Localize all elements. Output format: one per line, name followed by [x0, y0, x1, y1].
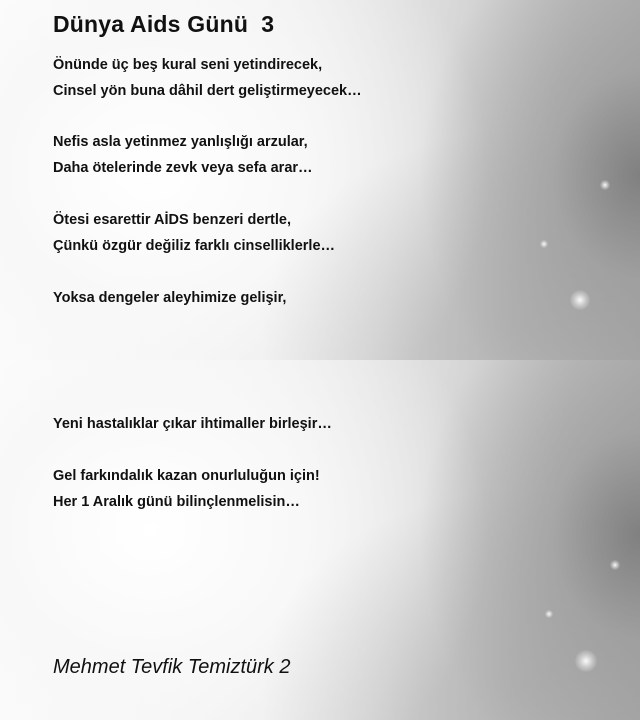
- bokeh-light: [545, 610, 553, 618]
- stanza-1: [53, 52, 362, 104]
- poem-line: Önünde üç beş kural seni yetindirecek,: [53, 57, 323, 73]
- stanza-6: [53, 463, 320, 515]
- poem-line: Nefis asla yetinmez yanlışlığı arzular,: [53, 134, 308, 150]
- poem-line: Yoksa dengeler aleyhimize gelişir,: [53, 290, 287, 306]
- poem-line: Cinsel yön buna dâhil dert geliştirmeyecek…: [53, 83, 362, 99]
- poem-line: Her 1 Aralık günü bilinçlenmelisin…: [53, 494, 300, 510]
- poem-title: Dünya Aids Günü 3: [53, 11, 275, 37]
- stanza-4: [53, 285, 286, 311]
- poem-line: Yeni hastalıklar çıkar ihtimaller birleşir…: [53, 416, 332, 432]
- stanza-3: [53, 207, 335, 259]
- bokeh-light: [600, 180, 610, 190]
- bokeh-light: [540, 240, 548, 248]
- poem-line: Daha ötelerinde zevk veya sefa arar…: [53, 160, 313, 176]
- poem-line: Gel farkındalık kazan onurluluğun için!: [53, 468, 320, 484]
- stanza-5: [53, 411, 332, 437]
- stanza-2: [53, 129, 313, 181]
- poem-author: Mehmet Tevfik Temiztürk 2: [53, 656, 291, 678]
- bokeh-light: [610, 560, 620, 570]
- poem-page-2: [0, 360, 640, 720]
- bokeh-light: [570, 290, 590, 310]
- poem-line: Çünkü özgür değiliz farklı cinselliklerle…: [53, 238, 336, 254]
- bokeh-light: [575, 650, 597, 672]
- poem-line: Ötesi esarettir AİDS benzeri dertle,: [53, 212, 291, 228]
